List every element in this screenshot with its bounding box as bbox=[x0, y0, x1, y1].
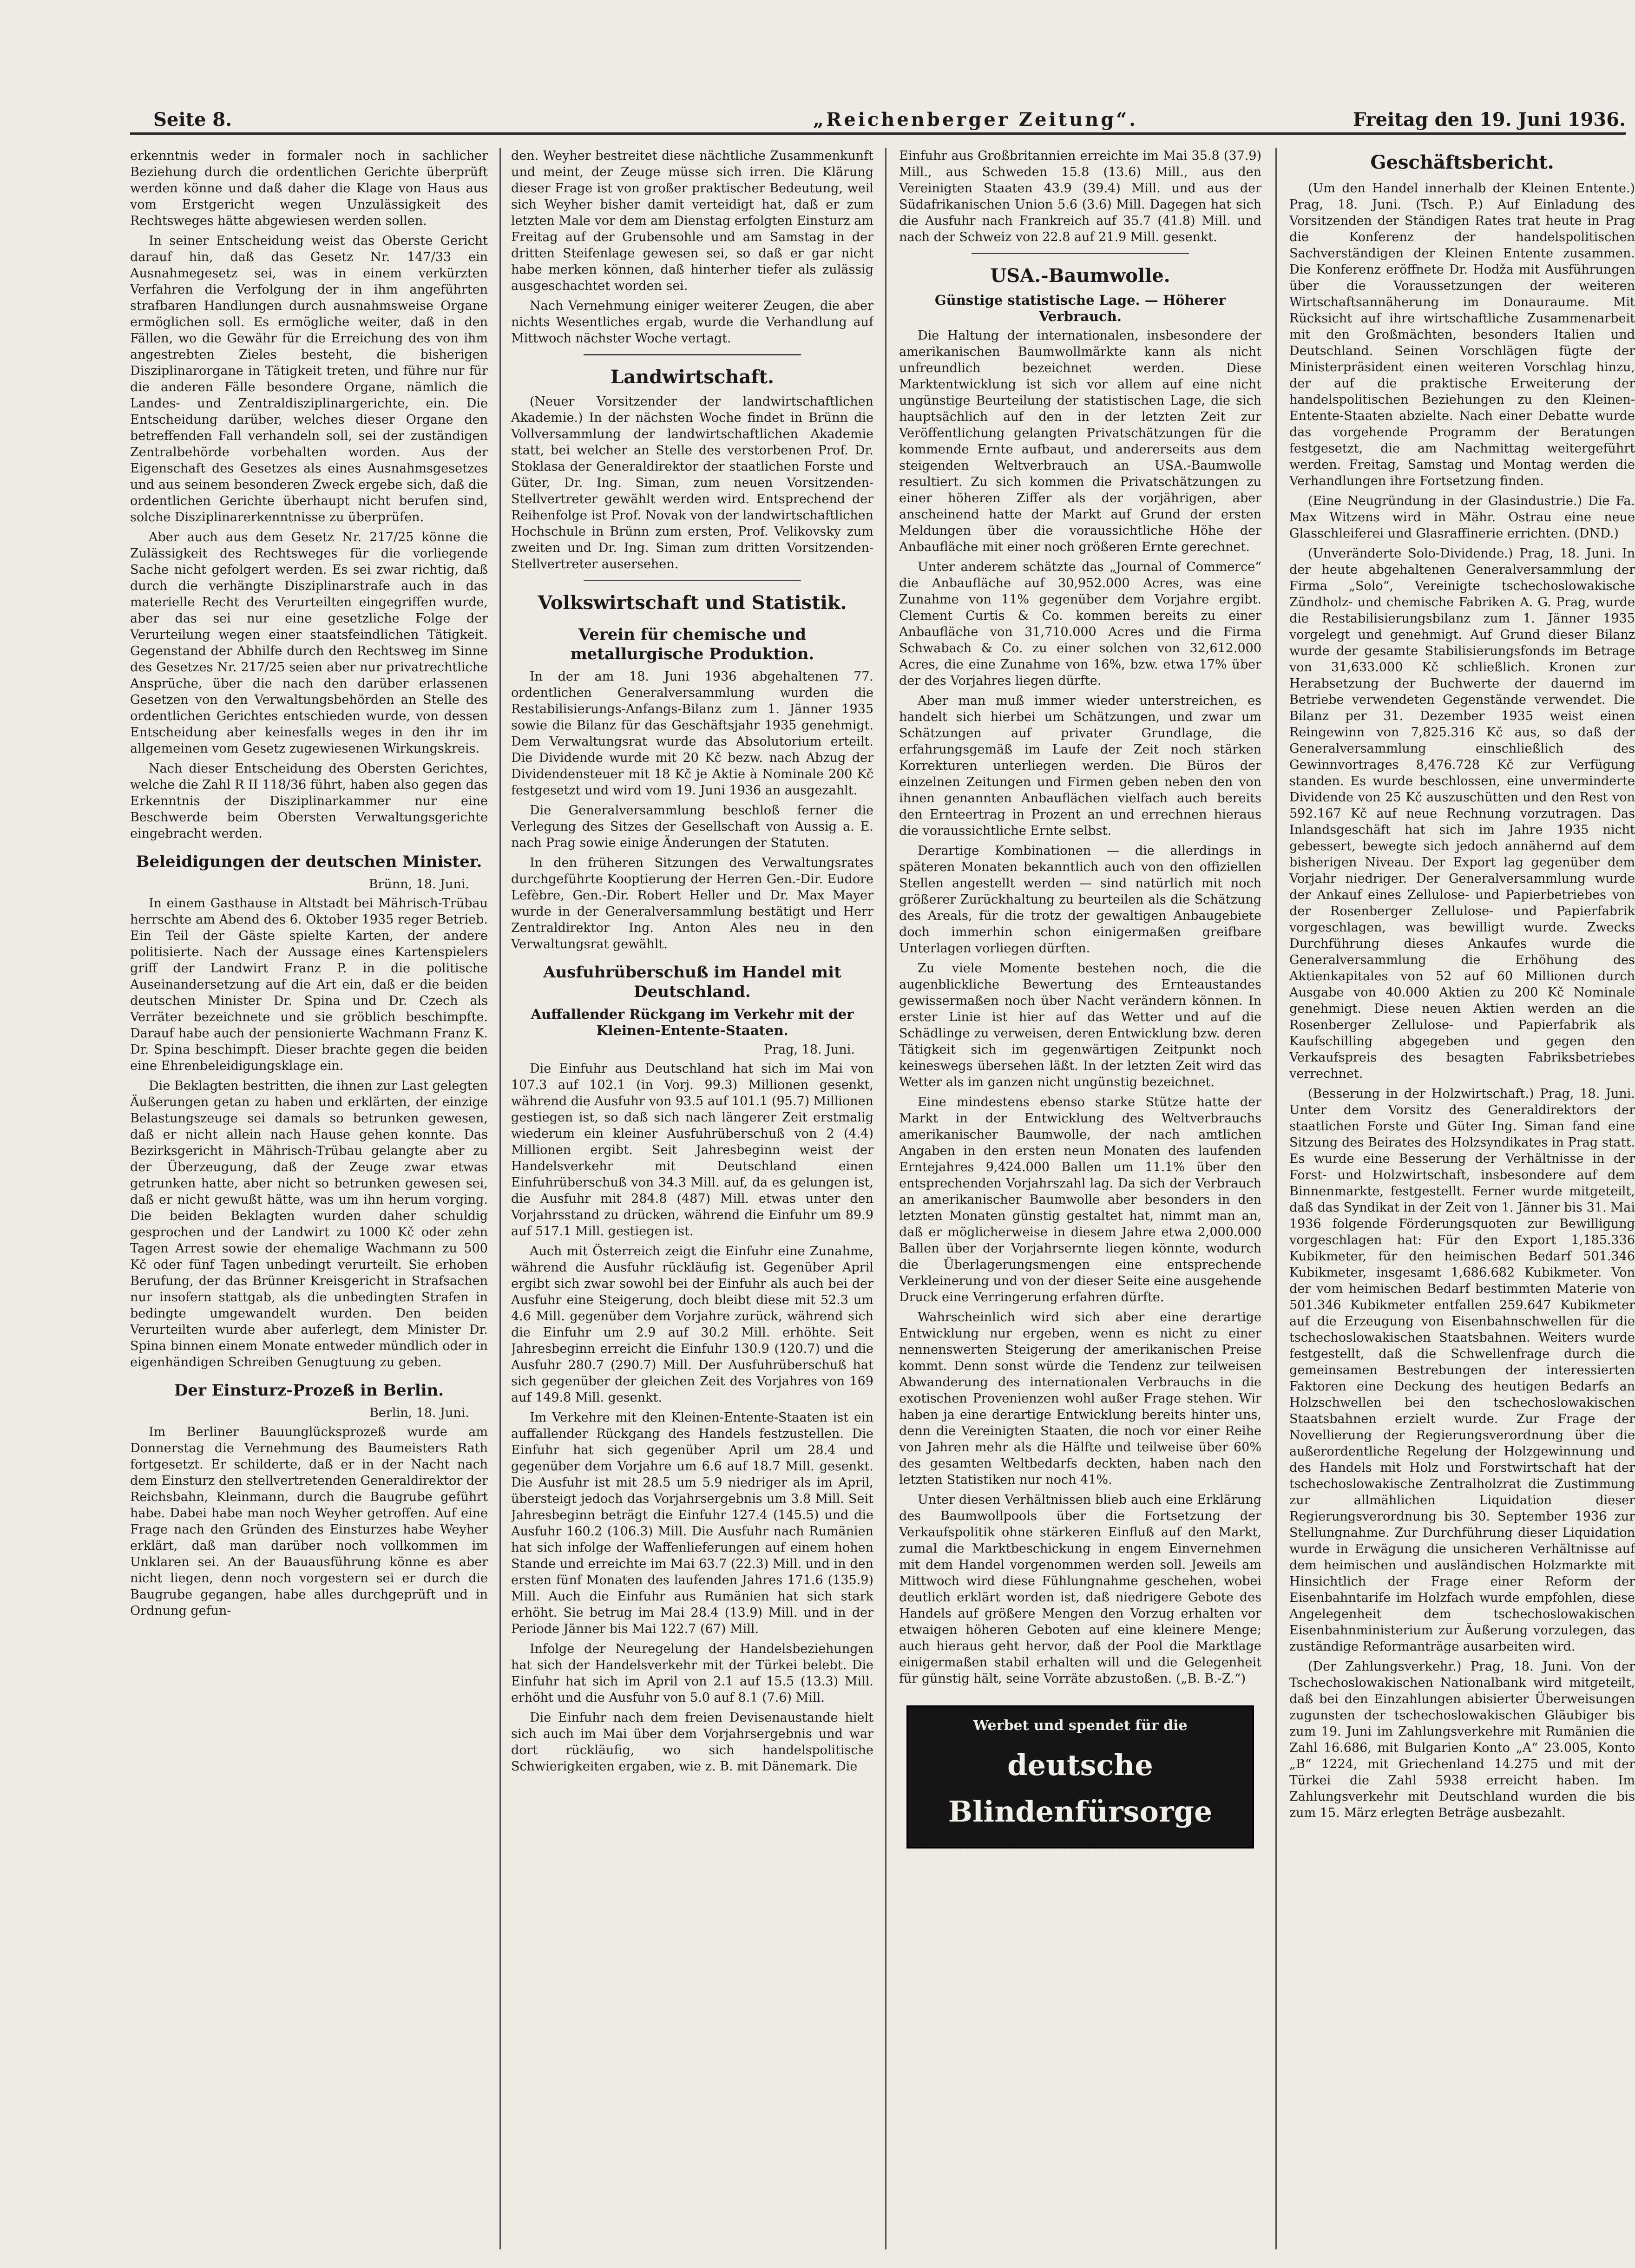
article-paragraph: Die Haltung der internationalen, insbesondere der amerikanischen Baumwollmärkte kann als nicht unfreundlich bezeichnet werden. Diese Marktentwicklung ist sich vor allem auf eine nicht ungünstige Beurteilung der statistischen Lage, die sich hauptsächlich auf den in der letzten Zeit zur Veröffentlichung gelangten Privatschätzungen für die kommende Ernte aufbaut, und andererseits aus dem steigenden Weltverbrauch an USA.-Baumwolle resultiert. Zu sich kommen die Privatschätzungen zu einer höheren Ziffer als der vorjährigen, aber anscheinend hatte der Markt auf Grund der ersten Meldungen über die voraussichtliche Höhe der Anbaufläche mit einer noch größeren Ernte gerechnet. bbox=[899, 328, 1261, 554]
article-paragraph: Unter diesen Verhältnissen blieb auch eine Erklärung des Baumwollpools über die Fortsetzung der Verkaufspolitik ohne stärkeren Einfluß auf den Markt, zumal die Marktbeschickung in engem Einvernehmen mit dem Handel vorgenommen werden soll. Jeweils am Mittwoch wird diese Fühlungnahme geschehen, wobei deutlich erklärt worden ist, daß niedrigere Gebote des Handels auf größere Mengen den Vorzug erhalten vor etwaigen höheren Geboten auf eine kleinere Menge; auch hieraus geht hervor, daß der Pool die Marktlage einigermaßen stabil erhalten will und die Gelegenheit für günstig hält, seine Vorräte abzustoßen. („B. B.-Z.“) bbox=[899, 1493, 1261, 1686]
article-paragraph: Aber auch aus dem Gesetz Nr. 217/25 könne die Zulässigkeit des Rechtsweges für die vorliegende Sache nicht gefolgert werden. Es sei zwar richtig, daß durch die verhängte Disziplinarstrafe auch in das materielle Recht des Verurteilten eingegriffen wurde, aber das sei nur eine gesetzliche Folge der Verurteilung wegen einer staatsfeindlichen Tätigkeit. Gegenstand der Abhilfe durch den Rechtsweg im Sinne des Gesetzes Nr. 217/25 seien aber nur privatrechtliche Ansprüche, über die nach den darüber erlassenen Gesetzen von den Verwaltungsbehörden an Stelle des ordentlichen Gerichtes entschieden wurde, von dessen Entscheidung aber keinesfalls weges in den ihr im allgemeinen vom Gesetz zugewiesenen Wirkungskreis. bbox=[130, 530, 488, 756]
masthead-title: „Reichenberger Zeitung“. bbox=[813, 109, 1138, 131]
article-paragraph: Zu viele Momente bestehen noch, die die augenblickliche Bewertung des Ernteaustandes gewissermaßen noch über Nacht verändern können. In erster Linie ist hier auf das Wetter und auf die Schädlinge zu verweisen, deren Entwicklung bzw. deren Tätigkeit sich im gegenwärtigen Zeitpunkt noch keineswegs übersehen läßt. In der letzten Zeit wird das Wetter als im ganzen nicht ungünstig bezeichnet. bbox=[899, 961, 1261, 1089]
dateline: Brünn, 18. Juni. bbox=[368, 877, 469, 891]
article-paragraph: In einem Gasthause in Altstadt bei Mährisch-Trübau herrschte am Abend des 6. Oktober 1935 reger Betrieb. Ein Teil der Gäste spielte Karten, der andere politisierte. Nach der Aussage eines Kartenspielers griff der Landwirt Franz P. in die politische Auseinandersetzung auf die Art ein, daß er die beiden deutschen Minister Dr. Spina und Dr. Czech als Verräter bezeichnete und sie gröblich beschimpfte. Darauf habe auch der pensionierte Wachmann Franz K. Dr. Spina beschimpft. Dieser brachte gegen die beiden eine Ehrenbeleidigungsklage ein. bbox=[130, 896, 488, 1073]
article-paragraph: Auch mit Österreich zeigt die Einfuhr eine Zunahme, während die Ausfuhr rückläufig ist. Gegenüber April ergibt sich zwar sowohl bei der Einfuhr als auch bei der Ausfuhr eine Steigerung, doch bleibt diese mit 52.3 um 4.6 Mill. gegenüber dem Vorjahre zurück, während sich die Einfuhr um 2.9 auf 30.2 Mill. erhöhte. Seit Jahresbeginn erreicht die Einfuhr 130.9 (120.7) und die Ausfuhr 280.7 (290.7) Mill. Der Ausfuhrüberschuß hat sich gegenüber der gleichen Zeit des Vorjahres von 169 auf 149.8 Mill. gesenkt. bbox=[511, 1244, 873, 1405]
dateline: Berlin, 18. Juni. bbox=[369, 1406, 469, 1420]
article-paragraph: Infolge der Neuregelung der Handelsbeziehungen hat sich der Handelsverkehr mit der Türkei belebt. Die Einfuhr hat sich im April von 2.1 auf 15.5 (13.3) Mill. erhöht und die Ausfuhr von 5.0 auf 8.1 (7.6) Mill. bbox=[511, 1642, 873, 1705]
section-headline: Landwirtschaft. bbox=[611, 366, 774, 388]
article-headline: Ausfuhrüberschuß im Handel mit Deutschland. bbox=[543, 963, 841, 1001]
article-paragraph: Die Beklagten bestritten, die ihnen zur Last gelegten Äußerungen getan zu haben und erklärten, der einzige Belastungszeuge sei damals so betrunken gewesen, daß er nicht allein nach Hause gehen konnte. Das Bezirksgericht in Mährisch-Trübau gelangte aber zu der Überzeugung, daß der Zeuge zwar etwas getrunken hatte, aber nicht so betrunken gewesen sei, daß er nicht gewußt hätte, was um ihn herum vorging. Die beiden Beklagten wurden daher schuldig gesprochen und der Landwirt zu 1000 Kč oder zehn Tagen Arrest sowie der ehemalige Wachmann zu 500 Kč oder fünf Tagen unbedingt verurteilt. Sie erhoben Berufung, der das Brünner Kreisgericht in Strafsachen nur insofern stattgab, als die unbedingten Strafen in bedingte umgewandelt wurden. Den beiden Verurteilten wurde aber auferlegt, dem Minister Dr. Spina binnen einem Monate entweder mündlich oder in eigenhändigen Schreiben Genugtuung zu geben. bbox=[130, 1079, 488, 1370]
column-divider bbox=[499, 148, 501, 2249]
article-paragraph: Wahrscheinlich wird sich aber eine derartige Entwicklung nur ergeben, wenn es nicht zu einer nennenswerten Steigerung der amerikanischen Preise kommt. Denn sonst würde die Tendenz zur teilweisen Abwanderung des internationalen Verbrauchs in die exotischen Provenienzen wohl außer Frage stehen. Wir haben ja eine derartige Entwicklung bereits hinter uns, denn die Vereinigten Staaten, die noch vor einer Reihe von Jahren mehr als die Hälfte und teilweise über 60% des gesamten Weltbedarfs deckten, haben nach den letzten Statistiken nur noch 41%. bbox=[899, 1310, 1261, 1487]
article-headline: Verein für chemische und metallurgische Produktion. bbox=[570, 625, 814, 663]
column-divider bbox=[1275, 148, 1277, 2249]
article-paragraph: Die Einfuhr aus Deutschland hat sich im Mai von 107.3 auf 102.1 (in Vorj. 99.3) Millionen gesenkt, während die Ausfuhr von 93.5 auf 101.1 (95.7) Millionen gestiegen ist, so daß sich nach längerer Zeit erstmalig wiederum ein kleiner Ausfuhrüberschuß von 2 (4.4) Millionen ergibt. Seit Jahresbeginn weist der Handelsverkehr mit Deutschland einen Einfuhrüberschuß von 34.3 Mill. auf, da es gelungen ist, die Ausfuhr mit 284.8 (487) Mill. etwas unter den Vorjahrsstand zu drücken, während die Einfuhr um 89.9 auf 517.1 Mill. gestiegen ist. bbox=[511, 1062, 873, 1239]
column-3 bbox=[899, 148, 1261, 2268]
article-headline: Beleidigungen der deutschen Minister. bbox=[136, 852, 482, 871]
article-paragraph: Nach Vernehmung einiger weiterer Zeugen, die aber nichts Wesentliches ergab, wurde die Verhandlung auf Mittwoch nächster Woche vertagt. bbox=[511, 299, 873, 346]
dateline: Prag, 18. Juni. bbox=[764, 1042, 855, 1057]
article-paragraph: Derartige Kombinationen — die allerdings in späteren Monaten bekanntlich auch von den offiziellen Stellen angestellt werden — sind natürlich mit noch größerer Zurückhaltung zu beurteilen als die Schätzung des Areals, für die trotz der gewaltigen Anbaugebiete doch immerhin schon einigermaßen greifbare Unterlagen vorliegen dürften. bbox=[899, 844, 1261, 956]
article-paragraph: In seiner Entscheidung weist das Oberste Gericht darauf hin, daß das Gesetz Nr. 147/33 ein Ausnahmegesetz sei, was in einem verkürzten Verfahren die Verfolgung der in ihm angeführten strafbaren Handlungen durch ausnahmsweise Organe ermöglichen soll. Es ermögliche weiter, daß in den Fällen, wo die Gewähr für die Erreichung des von ihm angestrebten Zieles besteht, die bisherigen Disziplinarorgane in Tätigkeit treten, und führe nur für die anderen Fälle besondere Organe, nämlich die Landes- und Zentraldisziplinargerichte, ein. Die Entscheidung darüber, welches dieser Organe den betreffenden Fall verhandeln soll, sei der zuständigen Zentralbehörde vorbehalten worden. Aus der Eigenschaft des Gesetzes als eines Ausnahmsgesetzes und aus seinem besonderen Zweck ergebe sich, daß die ordentlichen Gerichte überhaupt nicht berufen sind, solche Disziplinarerkenntnisse zu überprüfen. bbox=[130, 234, 488, 524]
article-paragraph: (Der Zahlungsverkehr.) Prag, 18. Juni. Von der Tschechoslowakischen Nationalbank wird mitgeteilt, daß bei den Einzahlungen abisierter Überweisungen zugunsten der tschechoslowakischen Gläubiger bis zum 19. Juni im Zahlungsverkehre mit Rumänien die Zahl 16.686, mit Bulgarien Konto „A“ 23.005, Konto „B“ 1224, mit Griechenland 14.275 und mit der Türkei die Zahl 5938 erreicht haben. Im Zahlungsverkehr mit Deutschland wurden die bis zum 15. März erlegten Beträge ausbezahlt. bbox=[1289, 1659, 1635, 1820]
article-paragraph: (Eine Neugründung in der Glasindustrie.) Die Fa. Max Witzens wird in Mähr. Ostrau eine neue Glasschleiferei und Glasraffinerie errichten. (DND.) bbox=[1289, 494, 1635, 541]
article-paragraph: (Besserung in der Holzwirtschaft.) Prag, 18. Juni. Unter dem Vorsitz des Generaldirektors der staatlichen Forste und Güter Ing. Siman fand eine Sitzung des Beirates des Holzsyndikates in Prag statt. Es wurde eine Besserung der Verhältnisse in der Forst- und Holzwirtschaft, insbesondere auf dem Binnenmarkte, festgestellt. Ferner wurde mitgeteilt, daß das Syndikat in der Zeit von 1. Jänner bis 31. Mai 1936 folgende Förderungsquoten zur Bewilligung vorgeschlagen hat: Für den Export 1,185.336 Kubikmeter, für den heimischen Bedarf 501.346 Kubikmeter, insgesamt 1,686.682 Kubikmeter. Von der vom heimischen Bedarf bestimmten Materie von 501.346 Kubikmeter entfallen 259.647 Kubikmeter auf die Erzeugung von Eisenbahnschwellen für die tschechoslowakischen Staatsbahnen. Weiters wurde festgestellt, daß die Schwellenfrage durch die gemeinsamen Bestrebungen der interessierten Faktoren eine Deckung des heutigen Bedarfs an Holzschwellen bei den tschechoslowakischen Staatsbahnen erzielt wurde. Zur Frage der Novellierung der Regierungsverordnung über die außerordentliche Regelung der Holzgewinnung und des Handels mit Holz und Forstwirtschaft hat der tschechoslowakische Zentralholzrat die Zustimmung zur allmählichen Liquidation dieser Regierungsverordnung bis 30. September 1936 zur Stellungnahme. Zur Durchführung dieser Liquidation wurde in Erwägung die unsicheren Verhältnisse auf dem heimischen und ausländischen Holzmarkte mit Hinsichtlich der Frage einer Reform der Eisenbahntarife im Holzfach wurde empfohlen, diese Angelegenheit dem tschechoslowakischen Eisenbahnministerium zur Äußerung vorzulegen, das zuständige Reformanträge ausarbeiten wird. bbox=[1289, 1087, 1635, 1654]
ad-line-2: deutsche Blindenfürsorge bbox=[948, 1748, 1213, 1829]
page-number: Seite 8. bbox=[153, 109, 232, 131]
section-headline: Geschäftsbericht. bbox=[1370, 151, 1554, 173]
article-headline: Der Einsturz-Prozeß in Berlin. bbox=[174, 1381, 444, 1400]
issue-date: Freitag den 19. Juni 1936. bbox=[1353, 109, 1626, 131]
column-4 bbox=[1289, 148, 1635, 2268]
article-paragraph: (Unveränderte Solo-Dividende.) Prag, 18. Juni. In der heute abgehaltenen Generalversammlung der Firma „Solo“, Vereinigte tschechoslowakische Zündholz- und chemische Fabriken A. G. Prag, wurde die Restabilisierungsbilanz zum 1. Jänner 1935 vorgelegt und genehmigt. Auf Grund dieser Bilanz wurde der gesamte Stabilisierungsfonds im Betrage von 31,633.000 Kč schließlich. Kronen zur Herabsetzung der Buchwerte der dauernd im Betriebe verwendeten Gegenstände verwendet. Die Bilanz per 31. Dezember 1935 weist einen Reingewinn von 7,825.316 Kč aus, so daß der Generalversammlung einschließlich des Gewinnvortrages 8,476.728 Kč zur Verfügung standen. Es wurde beschlossen, eine unverminderte Dividende von 25 Kč auszuschütten und den Rest von 592.167 Kč auf neue Rechnung vorzutragen. Das Inlandsgeschäft hat sich im Jahre 1935 nicht gebessert, bewegte sich jedoch annähernd auf dem bisherigen Niveau. Der Export lag gegenüber dem Vorjahr niedriger. Der Generalversammlung wurde der Ankauf eines Zellulose- und Papierbetriebes von der Rosenberger Zellulose- und Papierfabrik vorgeschlagen, was bewilligt wurde. Zwecks Durchführung dieses Ankaufes wurde die Generalversammlung die Erhöhung des Aktienkapitales von 52 auf 60 Millionen durch Ausgabe von 40.000 Aktien zu 200 Kč Nominale genehmigt. Diese neuen Aktien werden an die Rosenberger Zellulose- und Papierfabrik als Kaufschilling abgegeben und gegen den Verkaufspreis des besagten Fabriksbetriebes verrechnet. bbox=[1289, 546, 1635, 1081]
section-divider bbox=[584, 580, 801, 581]
article-paragraph: erkenntnis weder in formaler noch in sachlicher Beziehung durch die ordentlichen Gerichte überprüft werden könne und daß daher die Klage von Haus aus vom Erstgericht wegen Unzulässigkeit des Rechtsweges hätte abgewiesen werden sollen. bbox=[130, 149, 488, 228]
article-paragraph: Im Berliner Bauunglücksprozeß wurde am Donnerstag die Vernehmung des Baumeisters Rath fortgesetzt. Er schilderte, daß er in der Nacht nach dem Einsturz den stellvertretenden Generaldirektor der Reichsbahn, Kleinmann, durch die Baugrube geführt habe. Dabei habe man noch Weyher getroffen. Auf eine Frage nach den Gründen des Einsturzes habe Weyher erklärt, daß man darüber noch vollkommen im Unklaren sei. An der Bauausführung könne es aber nicht liegen, denn noch vorgestern sei er durch die Baugrube gegangen, habe alles durchgeprüft und in Ordnung gefun- bbox=[130, 1425, 488, 1618]
article-paragraph: Die Generalversammlung beschloß ferner die Verlegung des Sitzes der Gesellschaft von Aussig a. E. nach Prag sowie einige Änderungen der Statuten. bbox=[511, 803, 873, 850]
section-headline: Volkswirtschaft und Statistik. bbox=[538, 592, 847, 614]
article-paragraph: Die Einfuhr nach dem freien Devisenaustande hielt sich auch im Mai über dem Vorjahrsergebnis und war dort rückläufig, wo sich handelspolitische Schwierigkeiten ergaben, wie z. B. mit Dänemark. Die bbox=[511, 1711, 873, 1774]
article-paragraph: Nach dieser Entscheidung des Obersten Gerichtes, welche die Zahl R II 118/36 führt, haben also gegen das Erkenntnis der Disziplinarkammer nur eine Beschwerde beim Obersten Verwaltungsgerichte eingebracht werden. bbox=[130, 761, 488, 841]
column-2 bbox=[511, 148, 873, 2268]
ad-line-3: Sammelstelle: Sollors'sche Buchhandlung bbox=[922, 1847, 1179, 1861]
ad-line-1: Werbet und spendet für die bbox=[973, 1717, 1188, 1734]
article-paragraph: Einfuhr aus Großbritannien erreichte im Mai 35.8 (37.9) Mill., aus Schweden 15.8 (13.6) Mill., aus den Vereinigten Staaten 43.9 (39.4) Mill. und aus der Südafrikanischen Union 5.6 (3.6) Mill. Dagegen hat sich die Ausfuhr nach Frankreich auf 35.7 (41.8) Mill. und nach der Schweiz von 22.8 auf 21.9 Mill. gesenkt. bbox=[899, 149, 1261, 244]
column-1 bbox=[130, 148, 488, 2268]
article-paragraph: Aber man muß immer wieder unterstreichen, es handelt sich hierbei um Schätzungen, und zwar um Schätzungen auf privater Grundlage, die erfahrungsgemäß im Laufe der Zeit noch stärken Korrekturen unterliegen werden. Die Büros der einzelnen Zeitungen und Firmen geben neben den von ihnen genannten Anbauflächen vielfach auch bereits den Ernteertrag in Prozent an und errechnen hieraus die voraussichtliche Ernte selbst. bbox=[899, 694, 1261, 838]
article-subheadline: Günstige statistische Lage. — Höherer Verbrauch. bbox=[934, 292, 1226, 324]
article-paragraph: Im Verkehre mit den Kleinen-Entente-Staaten ist ein auffallender Rückgang des Handels festzustellen. Die Einfuhr hat sich gegenüber April um 28.4 und gegenüber dem Vorjahre um 6.6 auf 18.7 Mill. gesenkt. Die Ausfuhr ist mit 28.5 um 5.9 niedriger als im April, übersteigt jedoch das Vorjahrsergebnis um 3.8 Mill. Seit Jahresbeginn beträgt die Einfuhr 127.4 (145.5) und die Ausfuhr 160.2 (106.3) Mill. Die Ausfuhr nach Rumänien hat sich infolge der Waffenlieferungen auf einem hohen Stande und erreichte im Mai 63.7 (22.3) Mill. und in den ersten fünf Monaten des laufenden Jahres 171.6 (135.9) Mill. Auch die Einfuhr aus Rumänien hat sich stark erhöht. Sie betrug im Mai 28.4 (13.9) Mill. und in der Periode Jänner bis Mai 122.7 (67) Mill. bbox=[511, 1410, 873, 1636]
article-paragraph: Unter anderem schätzte das „Journal of Commerce“ die Anbaufläche auf 30,952.000 Acres, was eine Zunahme von 11% gegenüber dem Vorjahre ergibt. Clement Curtis & Co. kommen bereits zu einer Anbaufläche von 31,710.000 Acres und die Firma Schwabach & Co. zu einer solchen von 32,612.000 Acres, die eine Zunahme von 16%, bzw. etwa 17% über der des Vorjahres liegen dürfte. bbox=[899, 560, 1261, 688]
article-headline: USA.-Baumwolle. bbox=[990, 265, 1170, 287]
article-subheadline: Auffallender Rückgang im Verkehr mit der Kleinen-Entente-Staaten. bbox=[531, 1006, 854, 1038]
column-divider bbox=[885, 148, 886, 2249]
page-header bbox=[125, 105, 1635, 133]
section-divider bbox=[584, 354, 801, 355]
article-paragraph: In der am 18. Juni 1936 abgehaltenen 77. ordentlichen Generalversammlung wurden die Restabilisierungs-Anfangs-Bilanz zum 1. Jänner 1935 sowie die Bilanz für das Geschäftsjahr 1935 genehmigt. Dem Verwaltungsrat wurde das Absolutorium erteilt. Die Dividende wurde mit 20 Kč bezw. nach Abzug der Dividendensteuer mit 18 Kč je Aktie à Nominale 200 Kč festgesetzt und wird vom 19. Juni 1936 an ausgezahlt. bbox=[511, 669, 873, 798]
article-paragraph: (Um den Handel innerhalb der Kleinen Entente.) Prag, 18. Juni. (Tsch. P.) Auf Einladung des Vorsitzenden der Ständigen Rates trat heute in Prag die Konferenz der handelspolitischen Sachverständigen der Kleinen Entente zusammen. Die Konferenz eröffnete Dr. Hodža mit Ausführungen über die Voraussetzungen der weiteren Wirtschaftsannäherung im Donauraume. Mit Rücksicht auf ihre wirtschaftliche Zusammenarbeit mit den Großmächten, besonders Italien und Deutschland. Seinen Vorschlägen fügte der Ministerpräsident einen weiteren Vorschlag hinzu, der auf die praktische Erweiterung der handelspolitischen Beziehungen zu den Kleinen-Entente-Staaten abzielte. Nach einer Debatte wurde das vorgehende Programm der Beratungen festgesetzt, die am Nachmittag weitergeführt werden. Freitag, Samstag und Montag werden die Verhandlungen ihre Fortsetzung finden. bbox=[1289, 181, 1635, 488]
article-paragraph: Eine mindestens ebenso starke Stütze hatte der Markt in der Entwicklung des Weltverbrauchs amerikanischer Baumwolle, der nach amtlichen Angaben in den ersten neun Monaten des laufenden Erntejahres 9,424.000 Ballen um 11.1% über den entsprechenden Vorjahrszahl lag. Da sich der Verbrauch an amerikanischer Baumwolle aber besonders in den letzten Monaten günstig gestaltet hat, nimmt man an, daß er möglicherweise in diesem Jahre etwa 2,000.000 Ballen über der Vorjahrsernte liegen könnte, wodurch die Überlagerungsmengen eine entsprechende Verkleinerung und von der dieser Seite eine ausgehende Druck eine Verringerung erfahren dürfte. bbox=[899, 1095, 1261, 1304]
article-paragraph: den. Weyher bestreitet diese nächtliche Zusammenkunft und meint, der Zeuge müsse sich irren. Die Klärung dieser Frage ist von großer praktischer Bedeutung, weil sich Weyher bisher damit verteidigt hat, daß er zum letzten Male vor dem am Dienstag erfolgten Einsturz am Freitag auf der Grubensohle und am Samstag in der dritten Steifenlage gewesen sei, so daß er gar nicht habe merken können, daß hinterher tiefer als zulässig ausgeschachtet worden sei. bbox=[511, 149, 873, 293]
advertisement-box bbox=[906, 1705, 1254, 1861]
section-divider bbox=[972, 253, 1189, 254]
header-rule bbox=[130, 132, 1626, 135]
article-paragraph: In den früheren Sitzungen des Verwaltungsrates durchgeführte Kooptierung der Herren Gen.-Dir. Eudore Lefèbre, Gen.-Dir. Robert Heller und Dr. Max Mayer wurde in der Generalversammlung bestätigt und Herr Zentraldirektor Ing. Anton Ales neu in den Verwaltungsrat gewählt. bbox=[511, 856, 873, 951]
article-paragraph: (Neuer Vorsitzender der landwirtschaftlichen Akademie.) In der nächsten Woche findet in Brünn die Vollversammlung der landwirtschaftlichen Akademie statt, bei welcher an Stelle des verstorbenen Prof. Dr. Stoklasa der Generaldirektor der staatlichen Forste und Güter, Dr. Ing. Siman, zum neuen Vorsitzenden-Stellvertreter gewählt werden wird. Entsprechend der Reihenfolge ist Prof. Novak von der landwirtschaftlichen Hochschule in Brünn zum ersten, Prof. Velikovsky zum zweiten und Dr. Ing. Siman zum dritten Vorsitzenden-Stellvertreter ausersehen. bbox=[511, 394, 873, 571]
